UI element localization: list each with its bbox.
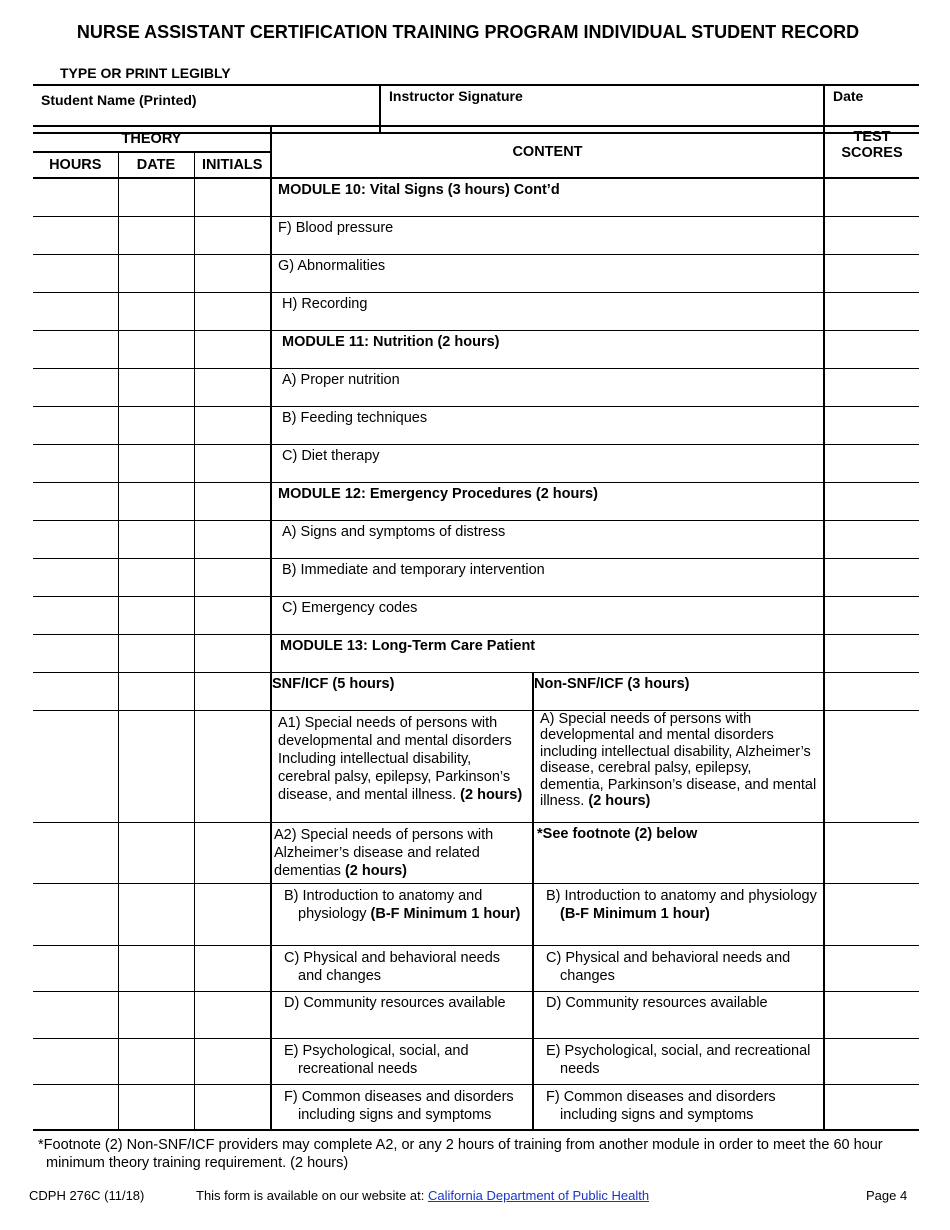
- hours-note: (B-F Minimum 1 hour): [560, 905, 710, 922]
- table-row: [33, 822, 919, 883]
- content-cell: C) Diet therapy: [271, 444, 824, 482]
- date-cell[interactable]: [118, 883, 194, 945]
- date-cell[interactable]: [118, 1038, 194, 1084]
- student-record-table: [33, 125, 919, 1131]
- initials-cell[interactable]: [194, 444, 271, 482]
- initials-cell[interactable]: [194, 178, 271, 216]
- test-score-cell[interactable]: [824, 216, 919, 254]
- hours-cell[interactable]: [33, 368, 118, 406]
- date-cell[interactable]: [118, 330, 194, 368]
- hours-cell[interactable]: [33, 672, 118, 710]
- initials-cell[interactable]: [194, 945, 271, 991]
- item-text: E) Psychological, social, and recreational needs: [284, 1042, 469, 1077]
- test-score-cell[interactable]: [824, 482, 919, 520]
- content-cell: B) Feeding techniques: [271, 406, 824, 444]
- date-cell[interactable]: [118, 710, 194, 822]
- table-row: [33, 991, 919, 1038]
- test-score-cell[interactable]: [824, 444, 919, 482]
- table-row: [33, 945, 919, 991]
- initials-cell[interactable]: [194, 634, 271, 672]
- date-cell[interactable]: [118, 991, 194, 1038]
- date-cell[interactable]: [118, 520, 194, 558]
- initials-cell[interactable]: [194, 216, 271, 254]
- initials-cell[interactable]: [194, 710, 271, 822]
- content-cell: B) Immediate and temporary intervention: [271, 558, 824, 596]
- content-cell: [533, 945, 824, 991]
- test-score-cell[interactable]: [824, 292, 919, 330]
- hours-cell[interactable]: [33, 482, 118, 520]
- table-row: [33, 596, 919, 634]
- form-title: NURSE ASSISTANT CERTIFICATION TRAINING PROGRAM INDIVIDUAL STUDENT RECORD: [76, 22, 860, 42]
- date-header: DATE: [118, 152, 194, 178]
- item-text: C) Physical and behavioral needs and changes: [546, 949, 791, 984]
- date-cell[interactable]: [118, 406, 194, 444]
- print-instruction: TYPE OR PRINT LEGIBLY: [60, 65, 231, 81]
- table-row: [33, 216, 919, 254]
- hours-cell[interactable]: [33, 520, 118, 558]
- item-text: F) Common diseases and disorders including signs and symptoms: [284, 1088, 514, 1123]
- test-score-cell[interactable]: [824, 991, 919, 1038]
- table-row: [33, 292, 919, 330]
- content-cell: G) Abnormalities: [271, 254, 824, 292]
- test-score-cell[interactable]: [824, 178, 919, 216]
- date-cell[interactable]: [118, 634, 194, 672]
- test-score-cell[interactable]: [824, 368, 919, 406]
- date-field[interactable]: Date: [824, 85, 919, 133]
- module-12-heading: MODULE 12: Emergency Procedures (2 hours): [271, 482, 824, 520]
- item-text: F) Common diseases and disorders including signs and symptoms: [546, 1088, 776, 1123]
- content-cell: [533, 991, 824, 1038]
- hours-cell[interactable]: [33, 330, 118, 368]
- date-cell[interactable]: [118, 254, 194, 292]
- initials-cell[interactable]: [194, 1038, 271, 1084]
- theory-header: THEORY: [33, 126, 271, 152]
- test-score-cell[interactable]: [824, 945, 919, 991]
- date-cell[interactable]: [118, 444, 194, 482]
- test-score-cell[interactable]: [824, 822, 919, 883]
- test-score-cell[interactable]: [824, 1084, 919, 1130]
- initials-cell[interactable]: [194, 822, 271, 883]
- date-cell[interactable]: [118, 1084, 194, 1130]
- item-text: A) Special needs of persons with developmental and mental disorders including intellectual disability, Alzheimer’s disease, cerebral palsy, epilepsy, dementia, Parkinson’s disease, and mental illness.: [540, 710, 817, 809]
- hours-note: (2 hours): [460, 786, 523, 803]
- initials-cell[interactable]: [194, 292, 271, 330]
- module-10-heading: MODULE 10: Vital Signs (3 hours) Cont’d: [271, 178, 824, 216]
- item-text: D) Community resources available: [284, 994, 506, 1011]
- table-row: [33, 444, 919, 482]
- item-text: B) Introduction to anatomy and physiology: [546, 887, 817, 904]
- content-cell: C) Emergency codes: [271, 596, 824, 634]
- hours-cell[interactable]: [33, 216, 118, 254]
- test-score-cell[interactable]: [824, 710, 919, 822]
- initials-cell[interactable]: [194, 254, 271, 292]
- hours-cell[interactable]: [33, 406, 118, 444]
- item-text: B) Introduction to anatomy and physiology: [284, 887, 483, 922]
- test-score-cell[interactable]: [824, 406, 919, 444]
- initials-cell[interactable]: [194, 1084, 271, 1130]
- test-score-cell[interactable]: [824, 558, 919, 596]
- table-row: [33, 482, 919, 520]
- date-cell[interactable]: [118, 292, 194, 330]
- hours-cell[interactable]: [33, 1038, 118, 1084]
- content-cell: [271, 1084, 533, 1130]
- table-row: [33, 368, 919, 406]
- content-cell: H) Recording: [271, 292, 824, 330]
- module-11-heading: MODULE 11: Nutrition (2 hours): [271, 330, 824, 368]
- test-score-cell[interactable]: [824, 1038, 919, 1084]
- hours-cell[interactable]: [33, 178, 118, 216]
- initials-cell[interactable]: [194, 596, 271, 634]
- date-cell[interactable]: [118, 822, 194, 883]
- footnote-reference: *See footnote (2) below: [533, 822, 824, 883]
- table-row: [33, 883, 919, 945]
- module-13-heading: MODULE 13: Long-Term Care Patient: [271, 634, 824, 672]
- table-row: [33, 1038, 919, 1084]
- date-cell[interactable]: [118, 178, 194, 216]
- hours-cell[interactable]: [33, 1084, 118, 1130]
- table-row: [33, 178, 919, 216]
- table-row: [33, 710, 919, 822]
- form-id: CDPH 276C (11/18): [29, 1188, 145, 1203]
- content-cell: A) Signs and symptoms of distress: [271, 520, 824, 558]
- table-row: [33, 330, 919, 368]
- table-row: [33, 406, 919, 444]
- hours-cell[interactable]: [33, 883, 118, 945]
- hours-cell[interactable]: [33, 558, 118, 596]
- item-text: C) Physical and behavioral needs and changes: [284, 949, 501, 984]
- instructor-signature-field[interactable]: Instructor Signature: [380, 85, 824, 133]
- content-cell: [533, 1084, 824, 1130]
- initials-cell[interactable]: [194, 482, 271, 520]
- initials-cell[interactable]: [194, 406, 271, 444]
- item-text: A2) Special needs of persons with Alzheimer’s disease and related dementias: [274, 826, 494, 879]
- hours-header: HOURS: [33, 152, 118, 178]
- item-text: D) Community resources available: [546, 994, 768, 1011]
- page-number: Page 4: [866, 1188, 908, 1203]
- availability-text: This form is available on our website at:: [196, 1188, 425, 1203]
- snf-icf-column-header: SNF/ICF (5 hours): [271, 672, 533, 710]
- date-cell[interactable]: [118, 216, 194, 254]
- hours-cell[interactable]: [33, 710, 118, 822]
- table-row: [33, 520, 919, 558]
- footer-availability: [196, 1188, 649, 1203]
- content-cell: [533, 883, 824, 945]
- content-cell: [271, 945, 533, 991]
- hours-note: (2 hours): [344, 862, 407, 879]
- date-cell[interactable]: [118, 672, 194, 710]
- table-row: [33, 1084, 919, 1130]
- content-cell: [271, 1038, 533, 1084]
- footnote: *Footnote (2) Non-SNF/ICF providers may complete A2, or any 2 hours of training from another module in order to meet the 60 hour minimum theory training requirement. (2 hours): [38, 1137, 883, 1171]
- initials-header: INITIALS: [194, 152, 271, 178]
- hours-cell[interactable]: [33, 596, 118, 634]
- table-row: [33, 254, 919, 292]
- table-row: [33, 634, 919, 672]
- initials-cell[interactable]: [194, 520, 271, 558]
- hours-cell[interactable]: [33, 822, 118, 883]
- initials-cell[interactable]: [194, 883, 271, 945]
- item-text: E) Psychological, social, and recreational needs: [546, 1042, 811, 1077]
- hours-cell[interactable]: [33, 292, 118, 330]
- test-score-cell[interactable]: [824, 883, 919, 945]
- content-cell: [271, 883, 533, 945]
- cdph-website-link[interactable]: California Department of Public Health: [427, 1188, 650, 1203]
- hours-cell[interactable]: [33, 991, 118, 1038]
- initials-cell[interactable]: [194, 368, 271, 406]
- initials-cell[interactable]: [194, 991, 271, 1038]
- date-cell[interactable]: [118, 596, 194, 634]
- date-cell[interactable]: [118, 482, 194, 520]
- hours-cell[interactable]: [33, 444, 118, 482]
- date-cell[interactable]: [118, 368, 194, 406]
- initials-cell[interactable]: [194, 558, 271, 596]
- test-score-cell[interactable]: [824, 254, 919, 292]
- date-cell[interactable]: [118, 558, 194, 596]
- hours-cell[interactable]: [33, 945, 118, 991]
- test-score-cell[interactable]: [824, 520, 919, 558]
- test-score-cell[interactable]: [824, 672, 919, 710]
- content-cell: A) Proper nutrition: [271, 368, 824, 406]
- initials-cell[interactable]: [194, 330, 271, 368]
- content-cell: F) Blood pressure: [271, 216, 824, 254]
- test-scores-header: TEST SCORES: [824, 126, 919, 178]
- hours-cell[interactable]: [33, 254, 118, 292]
- content-cell: [271, 991, 533, 1038]
- hours-cell[interactable]: [33, 634, 118, 672]
- date-cell[interactable]: [118, 945, 194, 991]
- table-row: [33, 558, 919, 596]
- non-snf-icf-column-header: Non-SNF/ICF (3 hours): [533, 672, 824, 710]
- item-text: A1) Special needs of persons with developmental and mental disorders Including intellectual disability, cerebral palsy, epilepsy, Parkinson’s disease, and mental illness.: [278, 714, 512, 803]
- test-score-cell[interactable]: [824, 596, 919, 634]
- test-score-cell[interactable]: [824, 634, 919, 672]
- test-score-cell[interactable]: [824, 330, 919, 368]
- content-header: CONTENT: [271, 126, 824, 178]
- hours-note: (B-F Minimum 1 hour): [370, 905, 521, 922]
- initials-cell[interactable]: [194, 672, 271, 710]
- content-cell: [271, 822, 533, 883]
- content-cell: [271, 710, 533, 822]
- hours-note: (2 hours): [588, 793, 651, 809]
- content-cell: [533, 710, 824, 822]
- student-name-field[interactable]: Student Name (Printed): [33, 85, 380, 133]
- content-cell: [533, 1038, 824, 1084]
- table-row: [33, 672, 919, 710]
